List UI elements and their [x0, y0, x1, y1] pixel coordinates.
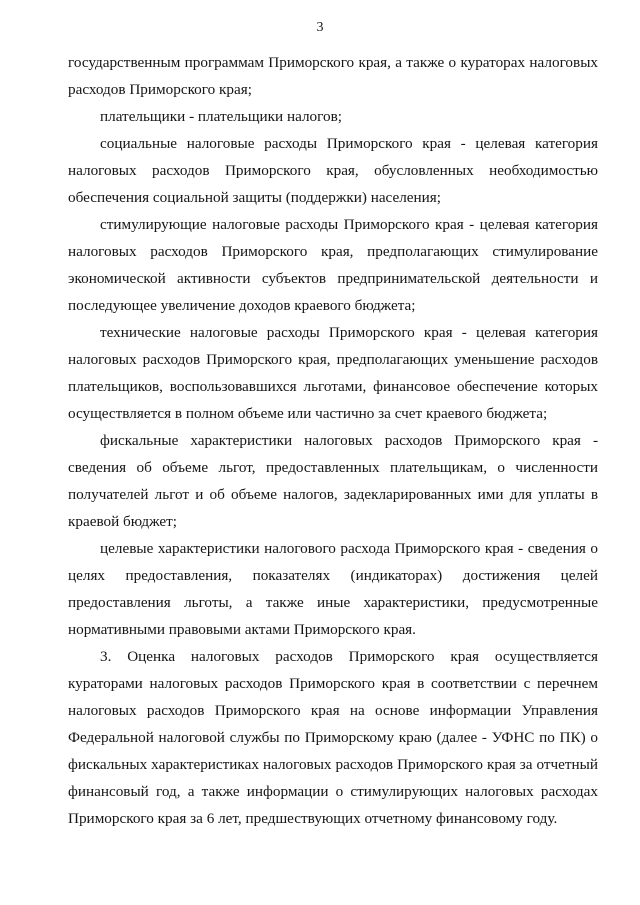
paragraph-social-tax-expenses: социальные налоговые расходы Приморского края - целевая категория налоговых расходов Приморского края, обусловленных необходимостью обеспечения социальной защиты (поддержки) населения; — [68, 135, 598, 206]
paragraph-fiscal-characteristics: фискальные характеристики налоговых расходов Приморского края - сведения об объеме льгот, предоставленных плательщикам, о численности получателей льгот и об объеме налогов, задекларированных ими для уплаты в краевой бюджет; — [68, 432, 598, 530]
paragraph-target-characteristics: целевые характеристики налогового расхода Приморского края - сведения о целях предоставления, показателях (индикаторах) достижения целей предоставления льготы, а также иные характеристики, предусмотренные нормативными правовыми актами Приморского края. — [68, 540, 598, 638]
paragraph-payers-definition: плательщики - плательщики налогов; — [100, 108, 342, 125]
paragraph-continuation-curators: государственным программам Приморского края, а также о кураторах налоговых расходов Приморского края; — [68, 54, 598, 98]
paragraph-technical-tax-expenses: технические налоговые расходы Приморского края - целевая категория налоговых расходов Приморского края, предполагающих уменьшение расходов плательщиков, воспользовавшихся льготами, финансовое обеспечение которых осуществляется в полном объеме или частично за счет краевого бюджета; — [68, 324, 598, 422]
paragraph-stimulating-tax-expenses: стимулирующие налоговые расходы Приморского края - целевая категория налоговых расходов Приморского края, предполагающих стимулирование экономической активности субъектов предпринимательской деятельности и последующее увеличение доходов краевого бюджета; — [68, 216, 598, 314]
page-number: 3 — [316, 20, 324, 35]
document-body — [68, 49, 598, 832]
paragraph-section-3-assessment: 3. Оценка налоговых расходов Приморского края осуществляется кураторами налоговых расходов Приморского края в соответствии с перечнем налоговых расходов Приморского края на основе информации Управления Федеральной налоговой службы по Приморскому краю (далее - УФНС по ПК) о фискальных характеристиках налоговых расходов Приморского края за отчетный финансовый год, а также информации о стимулирующих налоговых расходах Приморского края за 6 лет, предшествующих отчетному финансовому году. — [68, 648, 598, 827]
